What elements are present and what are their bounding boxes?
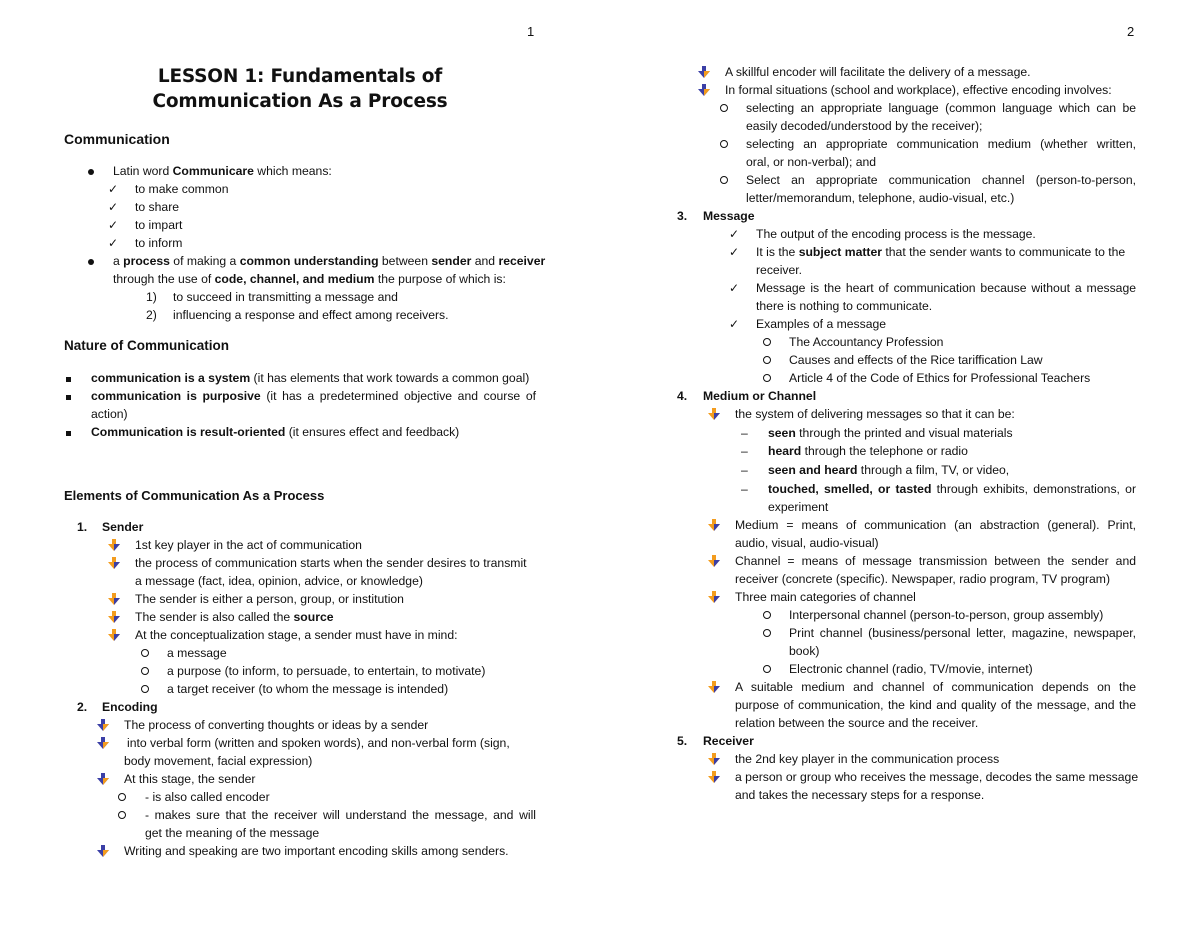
purpose-item: influencing a response and effect among receivers. [173,308,449,322]
arrow-bullet-icon [96,734,110,750]
purpose-number: 2) [146,308,157,322]
arrow-bullet-icon [107,536,121,552]
encoding-involves-item: selecting an appropriate communication medium (whether written, [746,137,1136,151]
receiver-title: Receiver [703,734,754,748]
channel-category: Interpersonal channel (person-to-person, group assembly) [789,608,1104,622]
hollow-circle-bullet-icon [763,333,771,351]
sender-sub-item: a target receiver (to whom the message is intended) [167,682,449,696]
purpose-number: 1) [146,290,157,304]
medium-point: Three main categories of channel [735,590,916,604]
encoding-involves-continuation: oral, or non-verbal); and [746,155,877,169]
message-point: Examples of a message [756,317,887,331]
encoding-point: In formal situations (school and workplace), effective encoding involves: [725,83,1112,97]
medium-way: heard through the telephone or radio [768,444,968,458]
checkmark-icon: ✓ [729,317,740,331]
page-number-2: 2 [1127,24,1135,39]
nature-item: communication is a system (it has elements that work towards a common goal) [91,371,530,385]
purpose-item: to succeed in transmitting a message and [173,290,398,304]
medium-way-continuation: experiment [768,500,829,514]
encoding-point: At this stage, the sender [124,772,256,786]
medium-point: A suitable medium and channel of communication depends on the [735,680,1136,694]
arrow-bullet-icon [707,516,721,532]
hollow-circle-bullet-icon [763,606,771,624]
hollow-circle-bullet-icon [763,624,771,642]
checkmark-icon: ✓ [729,245,740,259]
encoding-involves-item: selecting an appropriate language (common language which can be [746,101,1136,115]
arrow-bullet-icon [707,750,721,766]
encoding-sub-item: - is also called encoder [145,790,270,804]
sender-point: At the conceptualization stage, a sender must have in mind: [135,628,458,642]
arrow-bullet-icon [697,63,711,79]
hollow-circle-bullet-icon [141,680,149,698]
sender-point: the process of communication starts when the sender desires to transmit [135,556,527,570]
medium-point: the system of delivering messages so that it can be: [735,407,1015,421]
hollow-circle-bullet-icon [141,644,149,662]
square-bullet-icon [66,387,71,405]
dash-bullet-icon: – [741,444,748,458]
sender-number: 1. [77,520,88,534]
square-bullet-icon [66,423,71,441]
receiver-point: the 2nd key player in the communication process [735,752,1000,766]
page-number-1: 1 [527,24,535,39]
nature-item: communication is purposive (it has a predetermined objective and course of [91,389,536,403]
elements-heading: Elements of Communication As a Process [64,488,325,503]
receiver-point-continuation: and takes the necessary steps for a response. [735,788,985,802]
hollow-circle-bullet-icon [720,171,728,189]
arrow-bullet-icon [707,678,721,694]
checkmark-icon: ✓ [108,218,119,232]
hollow-circle-bullet-icon [763,351,771,369]
encoding-point: into verbal form (written and spoken words), and non-verbal form (sign, [127,736,510,750]
arrow-bullet-icon [107,590,121,606]
medium-way: seen and heard through a film, TV, or video, [768,463,1010,477]
message-point: Message is the heart of communication because without a message [756,281,1136,295]
arrow-bullet-icon [96,770,110,786]
meaning-item: to inform [135,236,183,250]
medium-number: 4. [677,389,688,403]
process-definition-line-1: a process of making a common understanding between sender and receiver [113,254,546,268]
encoding-sub-item: - makes sure that the receiver will understand the message, and will [145,808,536,822]
medium-way: seen through the printed and visual materials [768,426,1013,440]
message-example: The Accountancy Profession [789,335,944,349]
encoding-point: A skillful encoder will facilitate the delivery of a message. [725,65,1031,79]
meaning-item: to impart [135,218,183,232]
round-bullet-icon [88,252,94,270]
page-2 [600,0,1200,927]
arrow-bullet-icon [107,608,121,624]
encoding-point: Writing and speaking are two important encoding skills among senders. [124,844,509,858]
latin-origin: Latin word Communicare which means: [113,164,332,178]
sender-sub-item: a message [167,646,227,660]
medium-point-continuation: relation between the source and the receiver. [735,716,979,730]
medium-point: Channel = means of message transmission between the sender and [735,554,1136,568]
medium-way: touched, smelled, or tasted through exhibits, demonstrations, or [768,482,1137,496]
nature-heading: Nature of Communication [64,338,230,353]
arrow-bullet-icon [107,554,121,570]
dash-bullet-icon: – [741,463,748,477]
medium-title: Medium or Channel [703,389,817,403]
checkmark-icon: ✓ [729,227,740,241]
checkmark-icon: ✓ [729,281,740,295]
square-bullet-icon [66,369,71,387]
hollow-circle-bullet-icon [763,369,771,387]
communication-heading: Communication [64,131,170,147]
arrow-bullet-icon [707,405,721,421]
hollow-circle-bullet-icon [118,788,126,806]
hollow-circle-bullet-icon [141,662,149,680]
medium-point-continuation: audio, visual, audio-visual) [735,536,879,550]
message-number: 3. [677,209,688,223]
lesson-title-line-1: LESSON 1: Fundamentals of [157,66,443,87]
message-point: The output of the encoding process is the message. [756,227,1036,241]
checkmark-icon: ✓ [108,200,119,214]
hollow-circle-bullet-icon [118,806,126,824]
sender-point: The sender is also called the source [135,610,334,624]
channel-category: Electronic channel (radio, TV/movie, internet) [789,662,1033,676]
channel-category-continuation: book) [789,644,820,658]
message-example: Article 4 of the Code of Ethics for Professional Teachers [789,371,1091,385]
message-title: Message [703,209,755,223]
sender-point-continuation: a message (fact, idea, opinion, advice, or knowledge) [135,574,423,588]
checkmark-icon: ✓ [108,236,119,250]
hollow-circle-bullet-icon [720,135,728,153]
message-point: It is the subject matter that the sender wants to communicate to the [756,245,1126,259]
channel-category: Print channel (business/personal letter, magazine, newspaper, [789,626,1136,640]
message-point-continuation: receiver. [756,263,803,277]
arrow-bullet-icon [107,626,121,642]
arrow-bullet-icon [707,588,721,604]
arrow-bullet-icon [707,768,721,784]
encoding-involves-continuation: letter/memorandum, telephone, audio-visual, etc.) [746,191,1015,205]
hollow-circle-bullet-icon [720,99,728,117]
encoding-point: The process of converting thoughts or ideas by a sender [124,718,429,732]
hollow-circle-bullet-icon [763,660,771,678]
medium-point-continuation: receiver (concrete (specific). Newspaper, radio program, TV program) [735,572,1111,586]
sender-point: 1st key player in the act of communication [135,538,362,552]
sender-point: The sender is either a person, group, or institution [135,592,404,606]
encoding-number: 2. [77,700,88,714]
message-point-continuation: there is nothing to communicate. [756,299,933,313]
arrow-bullet-icon [697,81,711,97]
lesson-title-line-2: Communication As a Process [152,91,448,112]
dash-bullet-icon: – [741,482,748,496]
round-bullet-icon [88,162,94,180]
encoding-title: Encoding [102,700,158,714]
encoding-involves-item: Select an appropriate communication channel (person-to-person, [746,173,1136,187]
meaning-item: to share [135,200,180,214]
nature-item-continuation: action) [91,407,128,421]
process-definition-line-2: through the use of code, channel, and medium the purpose of which is: [113,272,506,286]
arrow-bullet-icon [96,716,110,732]
arrow-bullet-icon [96,842,110,858]
encoding-sub-item-continuation: get the meaning of the message [145,826,320,840]
dash-bullet-icon: – [741,426,748,440]
checkmark-icon: ✓ [108,182,119,196]
encoding-point-continuation: body movement, facial expression) [124,754,313,768]
arrow-bullet-icon [707,552,721,568]
meaning-item: to make common [135,182,229,196]
receiver-point: a person or group who receives the message, decodes the same message [735,770,1139,784]
sender-sub-item: a purpose (to inform, to persuade, to entertain, to motivate) [167,664,486,678]
medium-point: Medium = means of communication (an abstraction (general). Print, [735,518,1136,532]
nature-item: Communication is result-oriented (it ensures effect and feedback) [91,425,460,439]
sender-title: Sender [102,520,144,534]
medium-point-continuation: purpose of communication, the kind and quality of the message, and the [735,698,1136,712]
receiver-number: 5. [677,734,688,748]
encoding-involves-continuation: easily decoded/understood by the receiver); [746,119,983,133]
message-example: Causes and effects of the Rice tariffication Law [789,353,1043,367]
